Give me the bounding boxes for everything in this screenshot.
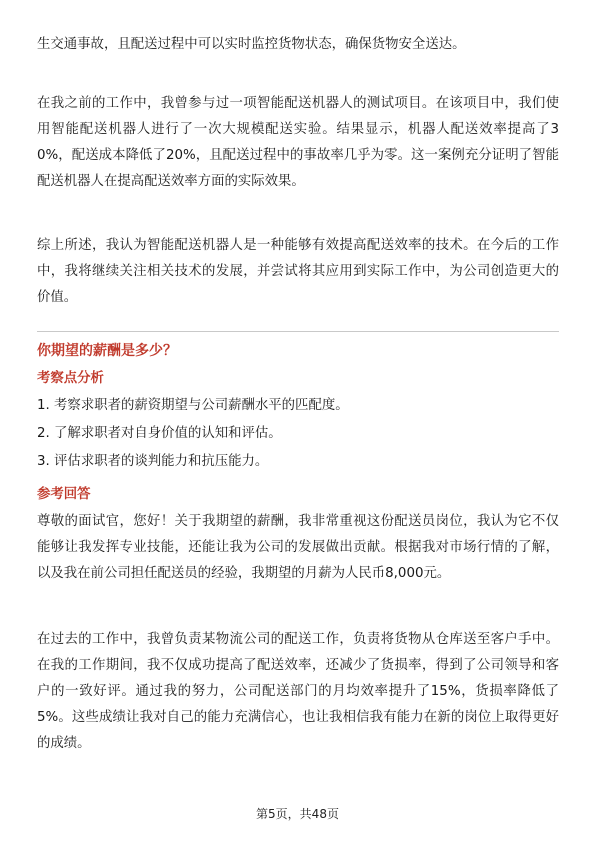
answer-heading: 参考回答 (37, 487, 91, 502)
case-paragraph: 在我之前的工作中，我曾参与过一项智能配送机器人的测试项目。在该项目中，我们使用智能配送机器人进行了一次大规模配送实验。结果显示，机器人配送效率提高了30%，配送成本降低了20%，且配送过程中的事故率几乎为零。这一案例充分证明了智能配送机器人在提高配送效率方面的实际效果。 (37, 96, 559, 189)
answer-paragraph-1: 尊敬的面试官，您好！关于我期望的薪酬，我非常重视这份配送员岗位，我认为它不仅能够让我发挥专业技能，还能让我为公司的发展做出贡献。根据我对市场行情的了解，以及我在前公司担任配送员的经验，我期望的月薪为人民币8,000元。 (37, 514, 559, 581)
intro-continuation-paragraph: 生交通事故，且配送过程中可以实时监控货物状态，确保货物安全送达。 (37, 37, 466, 52)
analysis-heading: 考察点分析 (37, 371, 104, 386)
list-item: 3. 评估求职者的谈判能力和抗压能力。 (37, 454, 269, 469)
list-item: 2. 了解求职者对自身价值的认知和评估。 (37, 426, 282, 441)
answer-paragraph-2: 在过去的工作中，我曾负责某物流公司的配送工作，负责将货物从仓库送至客户手中。在我的工作期间，我不仅成功提高了配送效率，还减少了货损率，得到了公司领导和客户的一致好评。通过我的努力，公司配送部门的月均效率提升了15%，货损率降低了5%。这些成绩让我对自己的能力充满信心，也让我相信我有能力在新的岗位上取得更好的成绩。 (37, 632, 559, 751)
analysis-list (37, 392, 349, 476)
section-divider (37, 331, 559, 332)
list-item: 1. 考察求职者的薪资期望与公司薪酬水平的匹配度。 (37, 398, 349, 413)
question-title: 你期望的薪酬是多少？ (37, 343, 177, 359)
summary-paragraph: 综上所述，我认为智能配送机器人是一种能够有效提高配送效率的技术。在今后的工作中，我将继续关注相关技术的发展，并尝试将其应用到实际工作中，为公司创造更大的价值。 (37, 238, 559, 305)
page-footer: 第5页，共48页 (256, 807, 339, 821)
